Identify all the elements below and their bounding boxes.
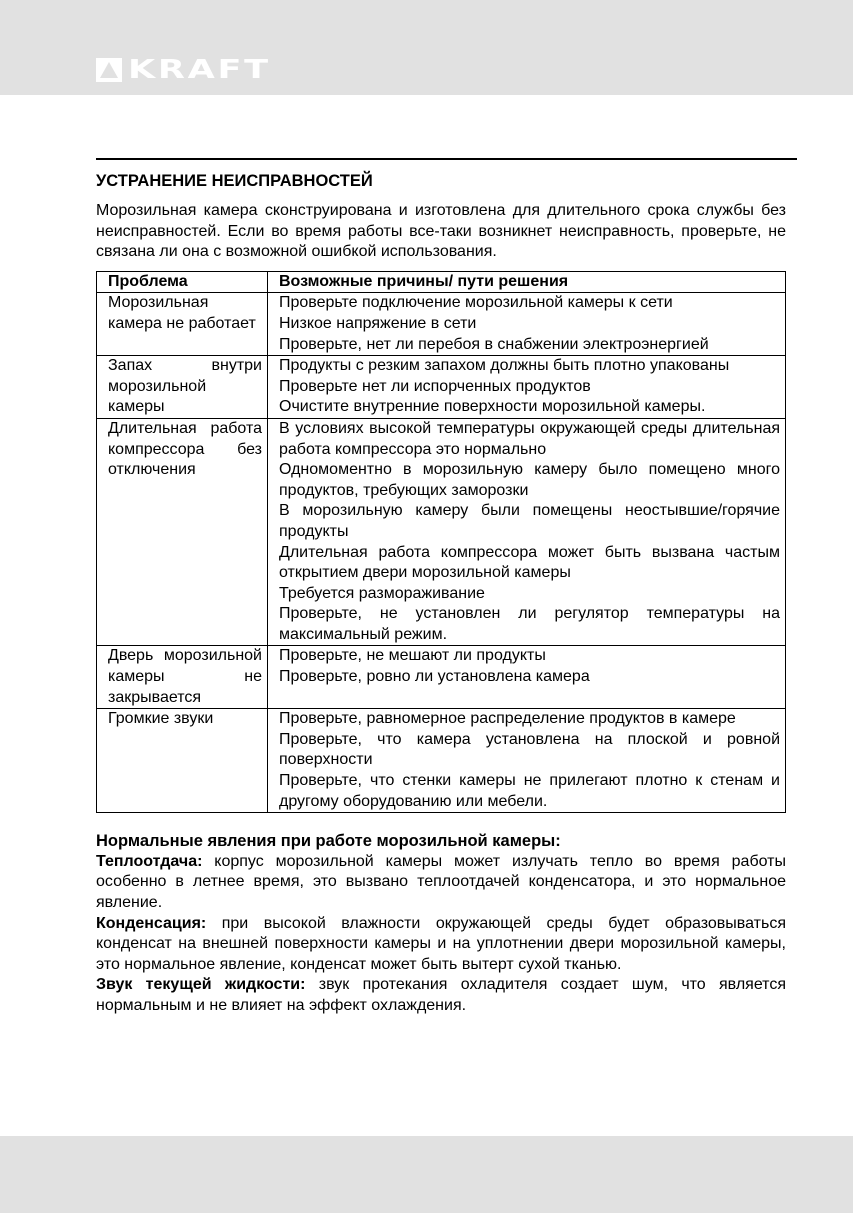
table-row	[97, 293, 786, 356]
brand-name: KRAFT	[128, 55, 271, 85]
cause-item: Проверьте, равномерное распределение продуктов в камере	[279, 710, 736, 728]
note-paragraph	[96, 914, 786, 976]
cause-item: Продукты с резким запахом должны быть плотно упакованы	[279, 357, 730, 375]
page-content	[96, 171, 786, 1017]
table-body	[97, 293, 786, 813]
table-header-row	[97, 271, 786, 293]
cause-item: Проверьте, ровно ли установлена камера	[279, 668, 590, 686]
note-text: корпус морозильной камеры может излучать тепло во время работы особенно в летнее время, это вызвано теплоотдачей конденсатора, и это нормальное явление.	[96, 852, 786, 911]
cause-item: Низкое напряжение в сети	[279, 314, 477, 332]
cause-item: Проверьте подключение морозильной камеры к сети	[279, 294, 673, 312]
cause-item: Одномоментно в морозильную камеру было помещено много продуктов, требующих заморозки	[279, 461, 780, 499]
notes-heading: Нормальные явления при работе морозильной камеры:	[96, 832, 561, 851]
problem-cell: Громкие звуки	[97, 709, 268, 813]
brand-logo	[96, 55, 271, 85]
table-row	[97, 709, 786, 813]
note-term: Конденсация:	[96, 914, 207, 932]
cause-item: Проверьте, нет ли перебоя в снабжении электроэнергией	[279, 335, 709, 353]
header-band	[0, 0, 853, 95]
section-divider	[96, 158, 797, 160]
table-row	[97, 418, 786, 646]
page-title: УСТРАНЕНИЕ НЕИСПРАВНОСТЕЙ	[96, 172, 373, 190]
cause-item: Очистите внутренние поверхности морозильной камеры.	[279, 398, 706, 416]
normal-phenomena	[96, 831, 786, 1016]
problem-cell: Длительная работа компрессора без отключения	[97, 418, 268, 646]
note-text: при высокой влажности окружающей среды будет образовываться конденсат на внешней поверхности камеры и на уплотнении двери морозильной камеры, это нормальное явление, конденсат может быть вытерт сухой тканью.	[96, 914, 786, 973]
table-row	[97, 646, 786, 709]
cause-item: Проверьте, не установлен ли регулятор температуры на максимальный режим.	[279, 605, 780, 643]
problem-cell: Запах внутри морозильной камеры	[97, 356, 268, 419]
cause-item: Проверьте, не мешают ли продукты	[279, 647, 546, 665]
cause-item: Проверьте, что камера установлена на плоской и ровной поверхности	[279, 730, 780, 769]
intro-paragraph: Морозильная камера сконструирована и изготовлена для длительного срока службы без неисправностей. Если во время работы все-таки возникнет неисправность, проверьте, не связана ли она с возможной ошибкой использования.	[96, 202, 786, 261]
causes-cell	[268, 356, 786, 419]
cause-item: В условиях высокой температуры окружающей среды длительная работа компрессора это нормально	[279, 419, 780, 458]
note-paragraph	[96, 852, 786, 914]
problem-cell: Дверь морозильной камеры не закрывается	[97, 646, 268, 709]
notes-list	[96, 852, 786, 1017]
causes-cell	[268, 709, 786, 813]
column-header-causes: Возможные причины/ пути решения	[268, 271, 786, 293]
note-text: звук протекания охладителя создает шум, что является нормальным и не влияет на эффект охлаждения.	[96, 976, 786, 1014]
note-term: Звук текущей жидкости:	[96, 976, 306, 994]
problem-cell: Морозильная камера не работает	[97, 293, 268, 356]
causes-cell	[268, 293, 786, 356]
cause-item: Проверьте нет ли испорченных продуктов	[279, 377, 591, 395]
troubleshooting-table	[96, 271, 786, 813]
cause-item: В морозильную камеру были помещены неостывшие/горячие продукты	[279, 502, 780, 540]
table-row	[97, 356, 786, 419]
cause-item: Требуется размораживание	[279, 584, 485, 602]
kraft-logo-icon	[96, 58, 122, 82]
footer-band	[0, 1136, 853, 1213]
causes-cell	[268, 646, 786, 709]
cause-item: Длительная работа компрессора может быть вызвана частым открытием двери морозильной камеры	[279, 543, 780, 582]
note-term: Теплоотдача:	[96, 852, 203, 870]
note-paragraph	[96, 975, 786, 1016]
causes-cell	[268, 418, 786, 646]
column-header-problem: Проблема	[97, 271, 268, 293]
cause-item: Проверьте, что стенки камеры не прилегают плотно к стенам и другому оборудованию или мебели.	[279, 772, 780, 810]
